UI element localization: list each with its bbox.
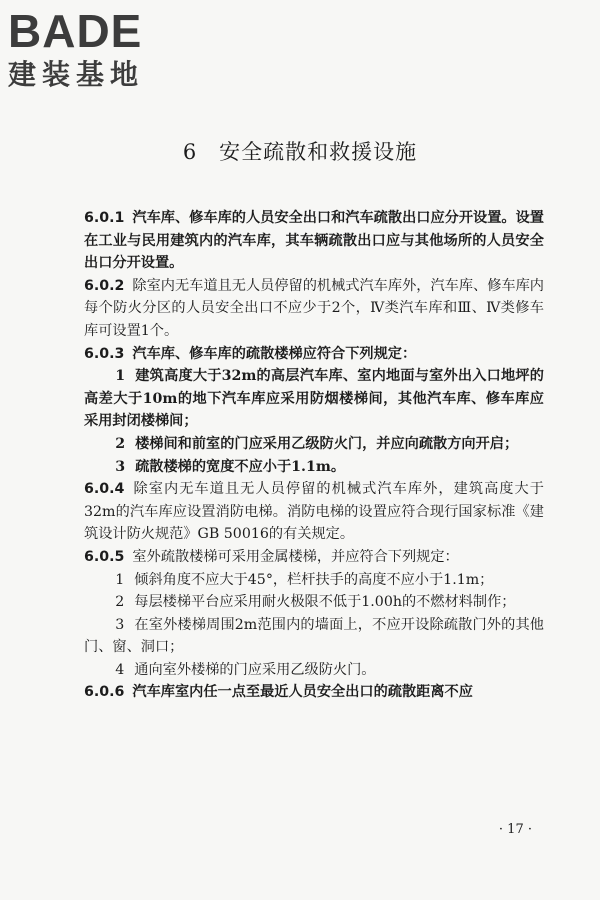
clause-text: 除室内无车道且无人员停留的机械式汽车库外，建筑高度大于32m的汽车库应设置消防电梯。消防电梯的设置应符合现行国家标准《建筑设计防火规范》GB 50016的有关规定。 [84,481,544,543]
list-item [84,614,544,659]
item-number: 1 [115,571,125,588]
clause-text: 汽车库室内任一点至最近人员安全出口的疏散距离不应 [132,684,473,701]
item-number: 2 [115,594,125,611]
clause-6-0-6 [84,681,544,704]
logo-subtitle: 建装基地 [8,58,145,91]
list-item [84,591,544,614]
clause-6-0-3 [84,343,544,366]
clause-number: 6.0.1 [84,210,125,226]
document-body [84,207,544,704]
clause-number: 6.0.5 [84,548,125,565]
clause-number: 6.0.4 [84,481,125,498]
chapter-title: 6 安全疏散和救援设施 [182,140,418,164]
list-item [84,433,544,456]
item-text: 通向室外楼梯的门应采用乙级防火门。 [134,661,376,678]
clause-6-0-2 [84,275,544,343]
list-item [84,456,544,479]
clause-6-0-4 [84,478,544,546]
clause-text: 汽车库、修车库的人员安全出口和汽车疏散出口应分开设置。设置在工业与民用建筑内的汽车库，其车辆疏散出口应与其他场所的人员安全出口分开设置。 [84,210,544,272]
clause-6-0-1 [84,207,544,275]
logo-wordmark: BADE [8,5,143,57]
item-number: 3 [115,458,126,475]
item-text: 倾斜角度不应大于45°，栏杆扶手的高度不应小于1.1m； [134,571,494,588]
list-item [84,365,544,433]
item-text: 每层楼梯平台应采用耐火极限不低于1.00h的不燃材料制作； [134,594,516,611]
clause-number: 6.0.3 [84,345,125,362]
item-number: 2 [115,435,126,452]
item-text: 在室外楼梯周围2m范围内的墙面上，不应开设除疏散门外的其他门、窗、洞口； [84,616,544,656]
item-text: 建筑高度大于32m的高层汽车库、室内地面与室外出入口地坪的高差大于10m的地下汽车库应采用防烟楼梯间，其他汽车库、修车库应采用封闭楼梯间； [84,368,544,430]
item-number: 3 [115,616,125,633]
list-item [84,659,544,682]
page-number: · 17 · [498,822,532,837]
clause-number: 6.0.6 [84,684,125,701]
publisher-logo [8,6,178,92]
clause-text: 汽车库、修车库的疏散楼梯应符合下列规定： [132,345,417,362]
clause-number: 6.0.2 [84,277,125,294]
clause-text: 除室内无车道且无人员停留的机械式汽车库外，汽车库、修车库内每个防火分区的人员安全出口不应少于2个，Ⅳ类汽车库和Ⅲ、Ⅳ类修车库可设置1个。 [84,277,544,339]
clause-6-0-5 [84,546,544,569]
list-item [84,569,544,592]
item-text: 楼梯间和前室的门应采用乙级防火门，并应向疏散方向开启； [135,435,519,452]
item-text: 疏散楼梯的宽度不应小于1.1m。 [135,458,346,475]
clause-text: 室外疏散楼梯可采用金属楼梯，并应符合下列规定： [132,548,459,565]
item-number: 1 [115,368,126,385]
item-number: 4 [115,661,125,678]
